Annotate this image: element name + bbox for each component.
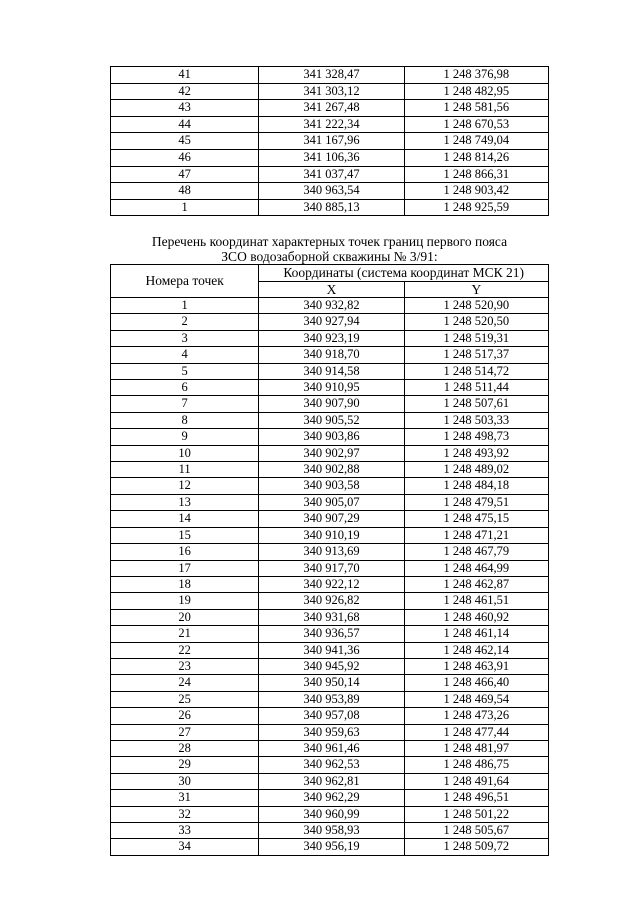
y-coordinate-cell: 1 248 670,53 <box>404 116 548 133</box>
y-coordinate-cell: 1 248 581,56 <box>404 100 548 117</box>
point-number-cell: 18 <box>111 576 259 592</box>
point-number-cell: 24 <box>111 675 259 691</box>
point-number-cell: 15 <box>111 527 259 543</box>
x-coordinate-cell: 340 903,58 <box>259 478 404 494</box>
table-row <box>111 823 549 839</box>
x-coordinate-cell: 341 328,47 <box>259 67 404 84</box>
table-row <box>111 347 549 363</box>
point-number-cell: 14 <box>111 511 259 527</box>
y-coordinate-cell: 1 248 461,14 <box>404 626 548 642</box>
x-coordinate-cell: 340 961,46 <box>259 740 404 756</box>
point-number-cell: 29 <box>111 757 259 773</box>
x-coordinate-cell: 340 936,57 <box>259 626 404 642</box>
point-number-cell: 4 <box>111 347 259 363</box>
x-coordinate-cell: 341 267,48 <box>259 100 404 117</box>
point-number-cell: 48 <box>111 183 259 200</box>
x-coordinate-cell: 340 963,54 <box>259 183 404 200</box>
coordinates-table-continued <box>110 66 549 216</box>
table-row <box>111 839 549 855</box>
point-number-cell: 11 <box>111 462 259 478</box>
y-coordinate-cell: 1 248 482,95 <box>404 83 548 100</box>
table-row <box>111 166 549 183</box>
header-point-numbers: Номера точек <box>111 265 259 298</box>
y-coordinate-cell: 1 248 481,97 <box>404 740 548 756</box>
point-number-cell: 20 <box>111 609 259 625</box>
x-coordinate-cell: 341 222,34 <box>259 116 404 133</box>
y-coordinate-cell: 1 248 496,51 <box>404 790 548 806</box>
table-row <box>111 429 549 445</box>
y-coordinate-cell: 1 248 461,51 <box>404 593 548 609</box>
table-row <box>111 790 549 806</box>
table-row <box>111 494 549 510</box>
x-coordinate-cell: 341 037,47 <box>259 166 404 183</box>
y-coordinate-cell: 1 248 511,44 <box>404 380 548 396</box>
table-row <box>111 183 549 200</box>
table-row <box>111 740 549 756</box>
y-coordinate-cell: 1 248 462,14 <box>404 642 548 658</box>
point-number-cell: 41 <box>111 67 259 84</box>
y-coordinate-cell: 1 248 493,92 <box>404 445 548 461</box>
table-row <box>111 149 549 166</box>
table-row <box>111 298 549 314</box>
table-row <box>111 133 549 150</box>
point-number-cell: 33 <box>111 823 259 839</box>
caption-line-1: Перечень координат характерных точек границ первого пояса <box>151 234 508 249</box>
x-coordinate-cell: 340 927,94 <box>259 314 404 330</box>
y-coordinate-cell: 1 248 479,51 <box>404 494 548 510</box>
header-x: X <box>259 282 404 298</box>
y-coordinate-cell: 1 248 486,75 <box>404 757 548 773</box>
x-coordinate-cell: 340 918,70 <box>259 347 404 363</box>
x-coordinate-cell: 340 910,19 <box>259 527 404 543</box>
coordinates-table-header <box>111 265 549 298</box>
x-coordinate-cell: 340 953,89 <box>259 691 404 707</box>
point-number-cell: 16 <box>111 544 259 560</box>
point-number-cell: 3 <box>111 330 259 346</box>
x-coordinate-cell: 340 962,29 <box>259 790 404 806</box>
x-coordinate-cell: 340 885,13 <box>259 199 404 216</box>
x-coordinate-cell: 340 962,53 <box>259 757 404 773</box>
table-row <box>111 593 549 609</box>
table-row <box>111 67 549 84</box>
x-coordinate-cell: 340 907,29 <box>259 511 404 527</box>
table-row <box>111 642 549 658</box>
y-coordinate-cell: 1 248 489,02 <box>404 462 548 478</box>
y-coordinate-cell: 1 248 469,54 <box>404 691 548 707</box>
table-row <box>111 511 549 527</box>
table-row <box>111 658 549 674</box>
y-coordinate-cell: 1 248 466,40 <box>404 675 548 691</box>
point-number-cell: 26 <box>111 708 259 724</box>
x-coordinate-cell: 340 905,07 <box>259 494 404 510</box>
point-number-cell: 44 <box>111 116 259 133</box>
point-number-cell: 32 <box>111 806 259 822</box>
caption-line-2: ЗСО водозаборной скважины № 3/91: <box>221 249 438 264</box>
point-number-cell: 23 <box>111 658 259 674</box>
y-coordinate-cell: 1 248 514,72 <box>404 363 548 379</box>
x-coordinate-cell: 340 931,68 <box>259 609 404 625</box>
point-number-cell: 9 <box>111 429 259 445</box>
y-coordinate-cell: 1 248 509,72 <box>404 839 548 855</box>
x-coordinate-cell: 340 902,97 <box>259 445 404 461</box>
y-coordinate-cell: 1 248 464,99 <box>404 560 548 576</box>
table-row <box>111 396 549 412</box>
table-row <box>111 691 549 707</box>
x-coordinate-cell: 340 957,08 <box>259 708 404 724</box>
point-number-cell: 8 <box>111 412 259 428</box>
y-coordinate-cell: 1 248 463,91 <box>404 658 548 674</box>
x-coordinate-cell: 340 956,19 <box>259 839 404 855</box>
header-y: Y <box>404 282 548 298</box>
point-number-cell: 25 <box>111 691 259 707</box>
y-coordinate-cell: 1 248 460,92 <box>404 609 548 625</box>
y-coordinate-cell: 1 248 503,33 <box>404 412 548 428</box>
point-number-cell: 12 <box>111 478 259 494</box>
table-row <box>111 773 549 789</box>
x-coordinate-cell: 340 941,36 <box>259 642 404 658</box>
y-coordinate-cell: 1 248 498,73 <box>404 429 548 445</box>
point-number-cell: 30 <box>111 773 259 789</box>
table-row <box>111 527 549 543</box>
table-row <box>111 708 549 724</box>
table-row <box>111 560 549 576</box>
table-row <box>111 199 549 216</box>
y-coordinate-cell: 1 248 520,90 <box>404 298 548 314</box>
coordinates-table-continued-body <box>111 67 549 216</box>
point-number-cell: 1 <box>111 199 259 216</box>
y-coordinate-cell: 1 248 520,50 <box>404 314 548 330</box>
table-row <box>111 412 549 428</box>
point-number-cell: 7 <box>111 396 259 412</box>
x-coordinate-cell: 340 902,88 <box>259 462 404 478</box>
x-coordinate-cell: 340 959,63 <box>259 724 404 740</box>
point-number-cell: 17 <box>111 560 259 576</box>
x-coordinate-cell: 341 303,12 <box>259 83 404 100</box>
y-coordinate-cell: 1 248 501,22 <box>404 806 548 822</box>
table-row <box>111 363 549 379</box>
y-coordinate-cell: 1 248 376,98 <box>404 67 548 84</box>
y-coordinate-cell: 1 248 462,87 <box>404 576 548 592</box>
y-coordinate-cell: 1 248 491,64 <box>404 773 548 789</box>
coordinates-table <box>110 264 549 856</box>
x-coordinate-cell: 340 903,86 <box>259 429 404 445</box>
y-coordinate-cell: 1 248 814,26 <box>404 149 548 166</box>
x-coordinate-cell: 340 950,14 <box>259 675 404 691</box>
table-row <box>111 100 549 117</box>
y-coordinate-cell: 1 248 925,59 <box>404 199 548 216</box>
table-row <box>111 116 549 133</box>
y-coordinate-cell: 1 248 473,26 <box>404 708 548 724</box>
point-number-cell: 31 <box>111 790 259 806</box>
point-number-cell: 21 <box>111 626 259 642</box>
point-number-cell: 5 <box>111 363 259 379</box>
table-row <box>111 330 549 346</box>
table-row <box>111 445 549 461</box>
y-coordinate-cell: 1 248 467,79 <box>404 544 548 560</box>
point-number-cell: 22 <box>111 642 259 658</box>
y-coordinate-cell: 1 248 471,21 <box>404 527 548 543</box>
table-row <box>111 609 549 625</box>
x-coordinate-cell: 340 910,95 <box>259 380 404 396</box>
x-coordinate-cell: 340 907,90 <box>259 396 404 412</box>
point-number-cell: 1 <box>111 298 259 314</box>
point-number-cell: 28 <box>111 740 259 756</box>
x-coordinate-cell: 340 914,58 <box>259 363 404 379</box>
point-number-cell: 6 <box>111 380 259 396</box>
coordinates-table-body <box>111 298 549 856</box>
y-coordinate-cell: 1 248 517,37 <box>404 347 548 363</box>
table-row <box>111 576 549 592</box>
x-coordinate-cell: 340 905,52 <box>259 412 404 428</box>
y-coordinate-cell: 1 248 866,31 <box>404 166 548 183</box>
y-coordinate-cell: 1 248 505,67 <box>404 823 548 839</box>
point-number-cell: 27 <box>111 724 259 740</box>
y-coordinate-cell: 1 248 749,04 <box>404 133 548 150</box>
point-number-cell: 43 <box>111 100 259 117</box>
y-coordinate-cell: 1 248 477,44 <box>404 724 548 740</box>
x-coordinate-cell: 340 926,82 <box>259 593 404 609</box>
x-coordinate-cell: 340 923,19 <box>259 330 404 346</box>
table-row <box>111 757 549 773</box>
point-number-cell: 34 <box>111 839 259 855</box>
x-coordinate-cell: 341 106,36 <box>259 149 404 166</box>
header-coordinates: Координаты (система координат МСК 21) <box>259 265 549 282</box>
x-coordinate-cell: 340 922,12 <box>259 576 404 592</box>
point-number-cell: 46 <box>111 149 259 166</box>
y-coordinate-cell: 1 248 519,31 <box>404 330 548 346</box>
y-coordinate-cell: 1 248 475,15 <box>404 511 548 527</box>
x-coordinate-cell: 340 917,70 <box>259 560 404 576</box>
x-coordinate-cell: 340 958,93 <box>259 823 404 839</box>
table-row <box>111 83 549 100</box>
table-row <box>111 314 549 330</box>
x-coordinate-cell: 340 960,99 <box>259 806 404 822</box>
y-coordinate-cell: 1 248 903,42 <box>404 183 548 200</box>
table-row <box>111 626 549 642</box>
x-coordinate-cell: 340 962,81 <box>259 773 404 789</box>
table-row <box>111 544 549 560</box>
table-row <box>111 675 549 691</box>
point-number-cell: 19 <box>111 593 259 609</box>
table-row <box>111 724 549 740</box>
point-number-cell: 2 <box>111 314 259 330</box>
x-coordinate-cell: 340 913,69 <box>259 544 404 560</box>
point-number-cell: 45 <box>111 133 259 150</box>
y-coordinate-cell: 1 248 507,61 <box>404 396 548 412</box>
table-row <box>111 478 549 494</box>
point-number-cell: 42 <box>111 83 259 100</box>
x-coordinate-cell: 340 945,92 <box>259 658 404 674</box>
x-coordinate-cell: 341 167,96 <box>259 133 404 150</box>
point-number-cell: 47 <box>111 166 259 183</box>
point-number-cell: 13 <box>111 494 259 510</box>
x-coordinate-cell: 340 932,82 <box>259 298 404 314</box>
table-row <box>111 462 549 478</box>
y-coordinate-cell: 1 248 484,18 <box>404 478 548 494</box>
table-row <box>111 380 549 396</box>
table-row <box>111 806 549 822</box>
point-number-cell: 10 <box>111 445 259 461</box>
